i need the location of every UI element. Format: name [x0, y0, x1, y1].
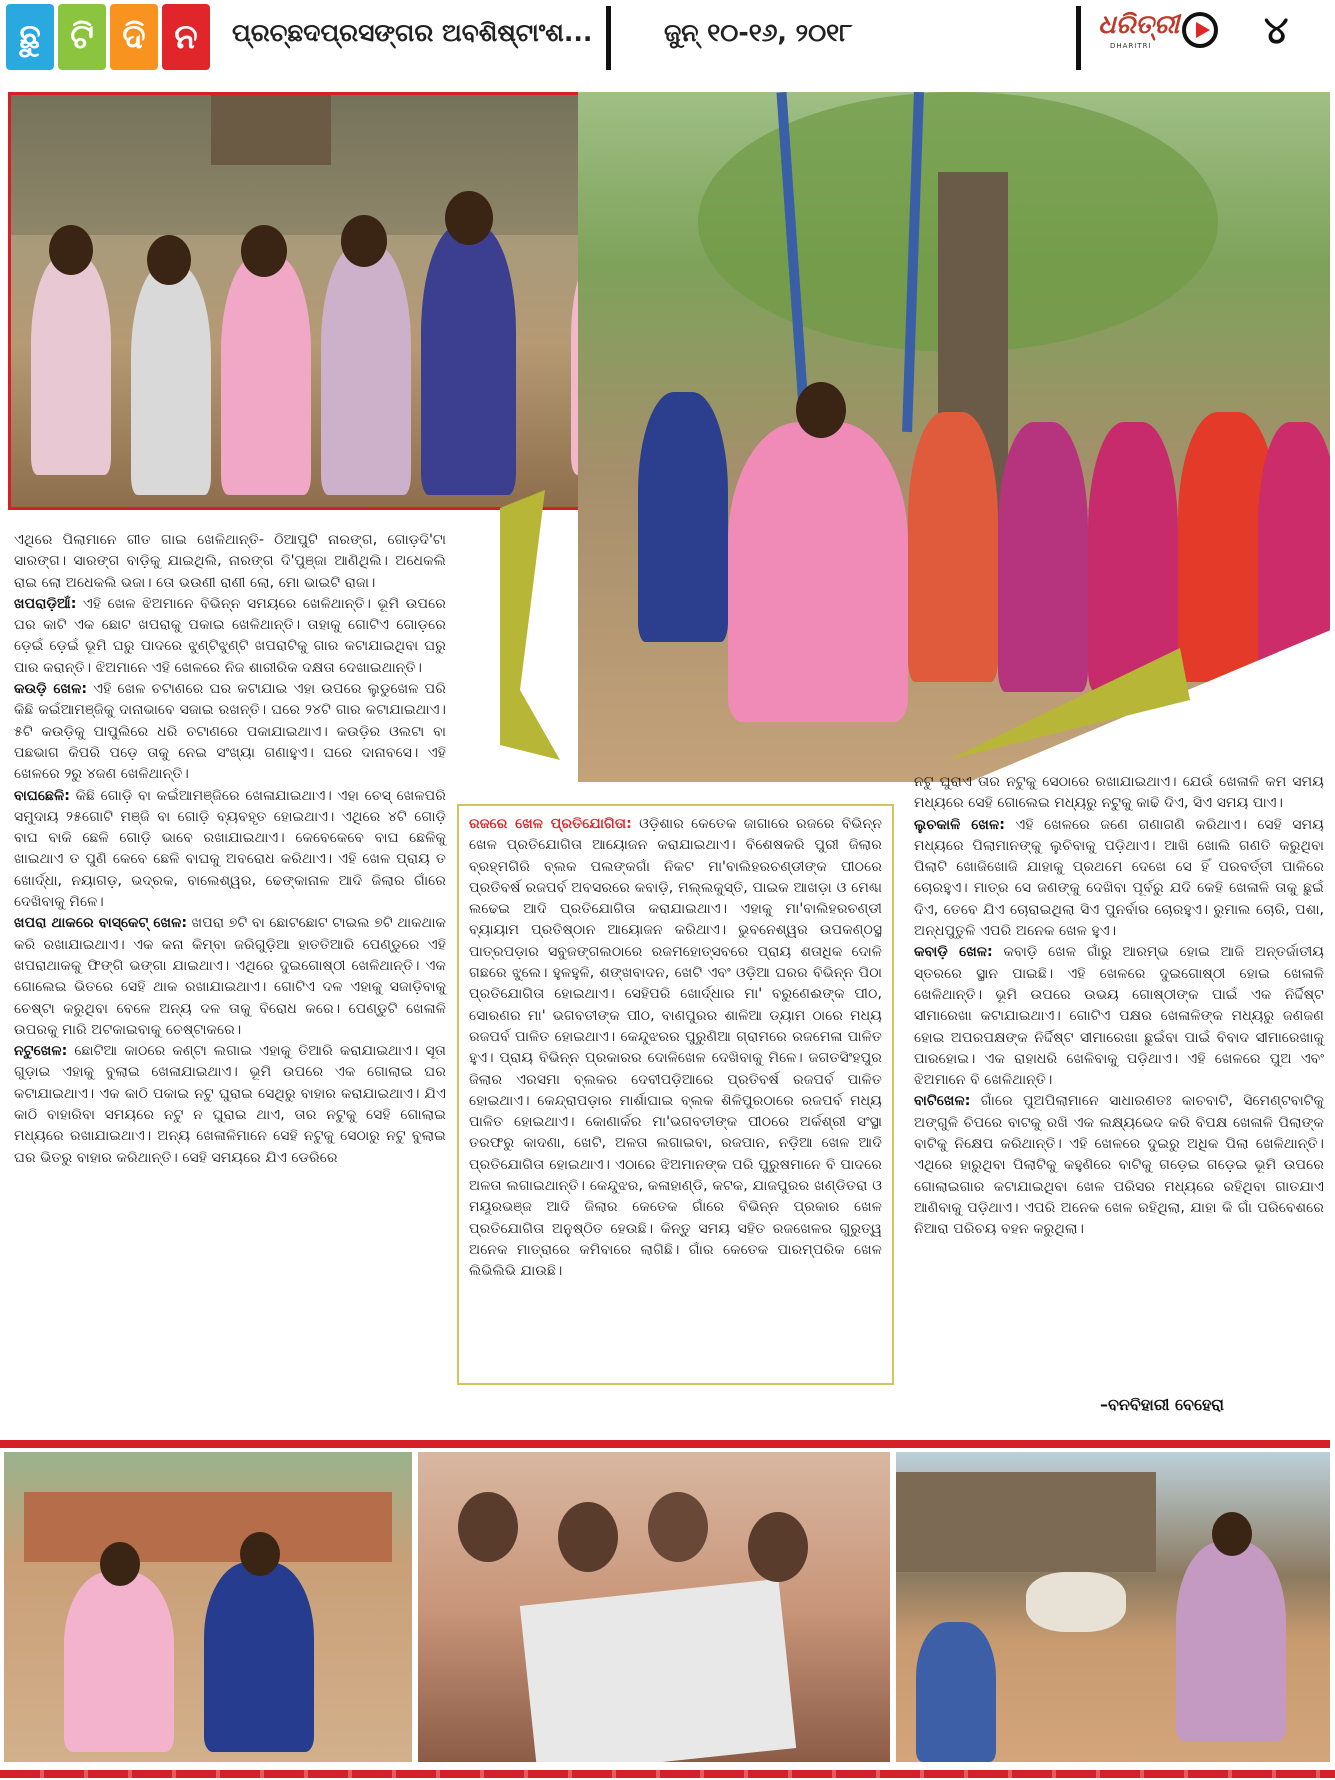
- paragraph-text: ଏହି ଖେଳ ଝିଅମାନେ ବିଭିନ୍ନ ସମୟରେ ଖେଳିଥାନ୍ତି। ଭୂମି ଉପରେ ଘର କାଟି ଏକ ଛୋଟ ଖପରାକୁ ପକାଇ ଖେଳିଥାନ୍ତି। ତାହାକୁ ଗୋଟିଏ ଗୋଡ଼ରେ ଡ଼େଇଁ ଡ଼େଇଁ ଭୂମି ଘରୁ ପାଦରେ ଝୁଣ୍ଟିଝୁଣ୍ଟି ଖପରାଟିକୁ ଗାର କଟାଯାଇଥିବା ଘରୁ ପାର କରାନ୍ତି। ଝିଅମାନେ ଏହି ଖେଳରେ ନିଜ ଶାରୀରିକ ଦକ୍ଷତା ଦେଖାଇଥାନ୍ତି।: [14, 595, 446, 676]
- paragraph-text: କିଛି ଗୋଡ଼ି ବା କଇଁଆମଞ୍ଜିରେ ଖେଳାଯାଇଥାଏ। ଏହା ଚେସ୍ ଖେଳପରି ସମୁଦାୟ ୨୫ଗୋଟି ମଞ୍ଜି ବା ଗୋଡ଼ି ବ୍ୟବହୃତ ହୋଇଥାଏ। ଏଥିରେ ୪ଟି ଗୋଡ଼ି ବାଘ ବାକି ଛେଳି ଗୋଡ଼ି ଭାବେ ରଖାଯାଇଥାଏ। କେବେକେବେ ବାଘ ଛେଳିକୁ ଖାଇଥାଏ ତ ପୁଣି କେବେ ଛେଳି ବାଘକୁ ଅବରୋଧ କରିଥାଏ। ଏହି ଖେଳ ପ୍ରାୟ ତ ଖୋର୍ଦ୍ଧା, ନୟାଗଡ଼, ଭଦ୍ରକ, ବାଲେଶ୍ୱର, ଢେଙ୍କାନାଳ ଆଦି ଜିଲାର ଗାଁରେ ଦେଖିବାକୁ ମିଳେ।: [14, 787, 446, 911]
- article-paragraph: [14, 1041, 446, 1169]
- paragraph-text: ନଟୁ ଘୁରାଏ ତାର ନଟୁକୁ ସେଠାରେ ରଖାଯାଇଥାଏ। ଯେଉଁ ଖେଳାଳି କମ ସମୟ ମଧ୍ୟରେ ସେହି ଗୋଲେଇ ମଧ୍ୟରୁ ନଟୁକୁ କାଢି ଦିଏ, ସିଏ ସମୟ ପାଏ।: [914, 774, 1324, 812]
- article-paragraph: [14, 913, 446, 1041]
- article-paragraph: [914, 815, 1324, 943]
- paragraph-text: ଏହି ଖେଳ ଚଟାଣରେ ଘର କଟାଯାଇ ଏହା ଉପରେ ଲୁଡୁଖେଳ ପରି କିଛି କଇଁଆମଞ୍ଜିକୁ ଦାନାଭାବେ ସଜାଇ ରଖନ୍ତି। ଘରେ ୨୪ଟି ଗାର କଟାଯାଇଥାଏ। ୫ଟି କଉଡ଼ିକୁ ପାପୁଲିରେ ଧରି ଚଟାଣରେ ପକାଯାଇଥାଏ। କଉଡ଼ିର ଓଲଟା ବା ପଛଭାଗ କିପରି ପଡ଼େ ତାକୁ ନେଇ ସଂଖ୍ୟା ଗଣାହୁଏ। ଘରେ ଦାନାବସେ। ଏହି ଖେଳରେ ୨ରୁ ୪ଜଣ ଖେଳିଥାନ୍ତି।: [14, 681, 446, 783]
- logo-letter-4: ନ: [162, 4, 210, 70]
- page-header: [0, 0, 1335, 82]
- section-heading: କବାଡ଼ି ଖେଳ:: [914, 944, 993, 961]
- header-divider: [1076, 6, 1081, 70]
- section-heading: ଖପରାଡ଼ିଆଁ:: [14, 595, 77, 612]
- paragraph-text: ଏଥିରେ ପିଲାମାନେ ଗୀତ ଗାଇ ଖେଳିଥାନ୍ତି- ଠିଆପୁଟି ନାରଙ୍ଗ, ଗୋଡ଼ଦି'ଟା ସାରଙ୍ଗ। ସାରଙ୍ଗ ବାଡ଼ିକୁ ଯାଇଥିଲି, ନାରଙ୍ଗ ଦି'ପୁଞ୍ଜା ଆଣିଥିଲି। ଅଧେକଲି ରାଇ ଲୋ ଅଧେକଲି ଭଜା। ତୋ ଭଉଣୀ ରାଣୀ ଲୋ, ମୋ ଭାଇଟି ରାଜା।: [14, 532, 446, 591]
- paragraph-text: ଗାଁରେ ପୁଅପିଲାମାନେ ସାଧାରଣତଃ କାଚବାଟି, ସିମେଣ୍ଟବାଟିକୁ ଅଙ୍ଗୁଳି ଚିପରେ ବାଟକୁ ରଖି ଏକ ଲକ୍ଷ୍ୟଭେଦ କରି ବିପକ୍ଷ ଖେଳାଳି ପିଲାଙ୍କ ବାଟିକୁ ନିକ୍ଷେପ କରିଥାନ୍ତି। ଏହି ଖେଳରେ ଦୁଇରୁ ଅଧିକ ପିଲା ଖେଳିଥାନ୍ତି। ଏଥିରେ ହାରୁଥିବା ପିଲାଟିକୁ କହୁଣିରେ ବାଟିକୁ ଗଡ଼େଇ ଗଡ଼େଇ ଭୂମି ଉପରେ ଗୋଲାଇଗାର କଟାଯାଇଥିବା ଖେଳ ପରିସର ମଧ୍ୟରେ ରହିଥିବା ଗାତଯାଏ ଆଣିବାକୁ ପଡ଼ିଥାଏ। ଏପରି ଅନେକ ଖେଳ ରହିଥିଲା, ଯାହା କି ଗାଁ ପରିବେଶରେ ନିଆରା ପରିଚୟ ବହନ କରୁଥିଲା।: [914, 1093, 1324, 1238]
- article-paragraph: [14, 786, 446, 914]
- boxed-paragraph: [469, 814, 882, 1283]
- play-icon: [1182, 12, 1218, 48]
- article-paragraph: [914, 1091, 1324, 1240]
- footer-band: [0, 1770, 1335, 1778]
- photo-girls-hopscotch: [4, 1452, 412, 1762]
- brand-name: ଧରିତ୍ରୀ: [1098, 10, 1180, 40]
- logo-letter-2: ଟି: [58, 4, 106, 70]
- author-byline: –ବନବିହାରୀ ବେହେରା: [1100, 1395, 1225, 1414]
- raja-competition-box: [457, 804, 894, 1385]
- section-heading: ବାଟିଖେଳ:: [914, 1093, 971, 1110]
- page-section-title: ପ୍ରଚ୍ଛଦପ୍ରସଙ୍ଗର ଅବଶିଷ୍ଟାଂଶ...: [232, 18, 593, 47]
- paragraph-text: ଛୋଟିଆ କାଠରେ କଣ୍ଟା ଲଗାଇ ଏହାକୁ ତିଆରି କରାଯାଇଥାଏ। ସୂତା ଗୁଡ଼ାଇ ଏହାକୁ ବୁଲାଇ ଖେଳାଯାଇଥାଏ। ଭୂମି ଉପରେ ଏକ ଗୋଲାଇ ଘର କଟାଯାଇଥାଏ। ଏକ କାଠି ପକାଇ ନଟୁ ଘୁରାଇ ସେଥିରୁ ବାହାର କରାଯାଇଥାଏ। ଯିଏ କାଠି ବାହାରିବା ସମୟରେ ନଟୁ ନ ଘୁରାଇ ଥାଏ, ତାର ନଟୁକୁ ସେହି ଗୋଲାଇ ମଧ୍ୟରେ ରଖାଯାଇଥାଏ। ଅନ୍ୟ ଖେଳାଳିମାନେ ସେହି ନଟୁକୁ ସେଠାରୁ ନଟୁ ବୁଲାଇ ଘର ଭିତରୁ ବାହାର କରିଥାନ୍ତି। ସେହି ସମୟରେ ଯିଏ ଡେରିରେ: [14, 1043, 446, 1166]
- boxed-text: ଓଡ଼ିଶାର କେତେକ ଜାଗାରେ ରଜରେ ବିଭିନ୍ନ ଖେଳ ପ୍ରତିଯୋଗିତା ଆୟୋଜନ କରାଯାଇଥାଏ। ବିଶେଷକରି ପୁରୀ ଜିଲାର ବ୍ରହ୍ମଗିରି ବ୍ଲକ ପଲଙ୍କଗାଁ ନିକଟ ମା'ବାଲିହରଚଣ୍ଡୀଙ୍କ ପୀଠରେ ପ୍ରତିବର୍ଷ ରଜପର୍ବ ଅବସରରେ କବାଡ଼ି, ମଲ୍ଲକୁସ୍ତି, ପାଇକ ଆଖଡ଼ା ଓ ମେଣ୍ଢା ଲଢେଇ ଆଦି ପ୍ରତିଯୋଗିତା କରାଯାଇଥାଏ। ଏହାକୁ ମା'ବାଲିହରଚଣ୍ଡୀ ବ୍ୟାୟାମ ପ୍ରତିଷ୍ଠାନ ଆୟୋଜନ କରିଥାଏ। ଭୁବନେଶ୍ୱର ଉପକଣ୍ଠସ୍ଥ ପାତ୍ରପଡ଼ାର ସବୁଜଙ୍ଗଲଠାରେ ରଜମହୋତ୍ସବରେ ପ୍ରାୟ ଶତାଧିକ ଦୋଳି ଗଛରେ ଝୁଲେ। ହୁଳହୁଳି, ଶଙ୍ଖବାଦନ, ଖେଟି ଏବଂ ଓଡ଼ିଆ ଘରର ବିଭିନ୍ନ ପିଠା ପ୍ରତିଯୋଗିତା ହୋଇଥାଏ। ସେହିପରି ଖୋର୍ଦ୍ଧାର ମା' ବରୁଣେଈଙ୍କ ପୀଠ, ସୋରଣର ମା' ଭଗବତୀଙ୍କ ପୀଠ, ବାଣପୁରର ଶାଳିଆ ଡ୍ୟାମ ଠାରେ ମଧ୍ୟ ରଜପର୍ବ ପାଳିତ ହୋଇଥାଏ। କେନ୍ଦୁଝରର ପୁରୁଣିଆ ଗ୍ରାମରେ ରଜମେଳା ପାଳିତ ହୁଏ। ପ୍ରାୟ ବିଭିନ୍ନ ପ୍ରକାରର ଦୋଳିଖେଳ ଦେଖିବାକୁ ମିଳେ। ଜଗତସିଂହପୁର ଜିଲାର ଏରସମା ବ୍ଲକର ଦେବୀପଡ଼ିଆରେ ପ୍ରତିବର୍ଷ ରଜପର୍ବ ପାଳିତ ହୋଇଥାଏ। କେନ୍ଦ୍ରାପଡ଼ାର ମାର୍ଶାଘାଇ ବ୍ଲକ ଶିଳିପୁରଠାରେ ରଜପର୍ବ ମଧ୍ୟ ପାଳିତ ହୋଇଥାଏ। କୋଣାର୍କର ମା'ଭଗବତୀଙ୍କ ପୀଠରେ ଅର୍କଶ୍ରୀ ସଂସ୍ଥା ତରଫରୁ କାଦଣା, ଖେଟି, ଅଳତା ଲଗାଇବା, ରଜପାନ, ନଡ଼ିଆ ଖେଳ ଆଦି ପ୍ରତିଯୋଗିତା ହୋଇଥାଏ। ଏଠାରେ ଝିଅମାନଙ୍କ ପରି ପୁରୁଷମାନେ ବି ପାଦରେ ଅଳତା ଲଗାଇଥାନ୍ତି। କେନ୍ଦୁଝର, କଳାହାଣ୍ଡି, କଟକ, ଯାଜପୁରର ଖଣ୍ଡିତରା ଓ ମୟୂରଭଞ୍ଜ ଆଦି ଜିଲାର କେତେକ ଗାଁରେ ବିଭିନ୍ନ ପ୍ରକାର ଖେଳ ପ୍ରତିଯୋଗିତା ଅନୁଷ୍ଠିତ ହେଉଛି। କିନ୍ତୁ ସମୟ ସହିତ ରଜଖେଳର ଗୁରୁତ୍ୱ ଅନେକ ମାତ୍ରାରେ କମିବାରେ ଲାଗିଛି। ଗାଁର କେତେକ ପାରମ୍ପରିକ ଖେଳ ଲିଭିଲିଭି ଯାଉଛି।: [469, 816, 883, 1280]
- dharitri-logo: [1098, 8, 1178, 56]
- article-paragraph: [14, 594, 446, 679]
- section-heading: କଉଡ଼ି ଖେଳ:: [14, 681, 88, 698]
- photo-boy-gilli-danda: [896, 1452, 1330, 1762]
- section-heading: ବାଘଛେଳି:: [14, 787, 70, 804]
- header-divider: [606, 6, 611, 70]
- logo-letter-1: ଛୁ: [6, 4, 54, 70]
- paragraph-text: ଖପରା ୭ଟି ବା ଛୋଟଛୋଟ ଟାଇଲ ୭ଟି ଥାକଥାକ କରି ରଖାଯାଇଥାଏ। ଏକ କନା କିମ୍ବା ଜରିଗୁଡ଼ିଆ ହାତତିଆରି ପେଣ୍ଡୁରେ ଏହି ଖପରାଥାକକୁ ଫିଙ୍ଗି ଭଙ୍ଗା ଯାଇଥାଏ। ଏଥିରେ ଦୁଇଗୋଷ୍ଠୀ ଖେଳିଥାନ୍ତି। ଏକ ଗୋଲେଇ ଭିତରେ ସେହି ଥାକ ରଖାଯାଇଥାଏ। ଗୋଟିଏ ଦଳ ଏହାକୁ ସଜାଡ଼ିବାକୁ ଚେଷ୍ଟା କରୁଥିବା ବେଳେ ଅନ୍ୟ ଦଳ ତାକୁ ବିରୋଧ କରେ। ପେଣ୍ଡୁଟି ଖେଳାଳି ଉପରକୁ ମାରି ଅଟକାଇବାକୁ ଚେଷ୍ଟାକରେ।: [14, 915, 446, 1038]
- article-paragraph: [914, 942, 1324, 1091]
- article-paragraph: [14, 679, 446, 785]
- brand-subtitle: DHARITRI: [1110, 42, 1152, 50]
- section-heading: ଲୁଚକାଳି ଖେଳ:: [914, 816, 1005, 833]
- logo-letter-3: ଦି: [110, 4, 158, 70]
- photo-swing-raja: [578, 92, 1330, 782]
- section-heading: ନଟୁଖେଳ:: [14, 1043, 68, 1060]
- boxed-heading: ରଜରେ ଖେଳ ପ୍ରତିଯୋଗିତା:: [469, 816, 632, 832]
- photo-elders-board-game: [418, 1452, 890, 1762]
- issue-date: ଜୁନ୍ ୧୦-୧୬, ୨୦୧୮: [664, 18, 853, 47]
- paragraph-text: କବାଡ଼ି ଖେଳ ଗାଁରୁ ଆରମ୍ଭ ହୋଇ ଆଜି ଅନ୍ତର୍ଜାତୀୟ ସ୍ତରରେ ସ୍ଥାନ ପାଇଛି। ଏହି ଖେଳରେ ଦୁଇଗୋଷ୍ଠୀ ହୋଇ ଖେଳାଳି ଖେଳିଥାନ୍ତି। ଭୂମି ଉପରେ ଉଭୟ ଗୋଷ୍ଠୀଙ୍କ ପାଇଁ ଏକ ନିର୍ଦ୍ଦିଷ୍ଟ ସୀମାରେଖା କଟାଯାଇଥାଏ। ଗୋଟିଏ ପକ୍ଷର ଖେଳାଳିଙ୍କ ମଧ୍ୟରୁ ଜଣଜଣ ହୋଇ ଅପରପକ୍ଷଙ୍କ ନିର୍ଦ୍ଦିଷ୍ଟ ସୀମାରେଖା ଛୁଇଁବା ପାଇଁ ବିବାଦ ସୀମାରେଖାକୁ ପାରହୋଇ। ଏକ ରାହାଧରି ଖେଳିବାକୁ ପଡ଼ିଥାଏ। ଏହି ଖେଳରେ ପୁଅ ଏବଂ ଝିଅମାନେ ବି ଖେଳିଥାନ୍ତି।: [914, 944, 1324, 1089]
- article-paragraph: [914, 772, 1324, 815]
- page-number: ୪: [1264, 8, 1289, 52]
- paragraph-text: ଏହି ଖେଳରେ ଜଣେ ଗଣାଗଣି କରିଥାଏ। ସେହି ସମୟ ମଧ୍ୟରେ ପିଲାମାନଙ୍କୁ ଲୁଚିବାକୁ ପଡ଼ିଥାଏ। ଆଖି ଖୋଲି ଗଣତି କରୁଥିବା ପିଲାଟି ଖୋଜିଖୋଜି ଯାହାକୁ ପ୍ରଥମେ ଦେଖେ ସେ ହିଁ ପରବର୍ତ୍ତୀ ପାଳିରେ ଚୋରହୁଏ। ମାତ୍ର ସେ ଜଣଙ୍କୁ ଦେଖିବା ପୂର୍ବରୁ ଯଦି କେହି ଖେଳାଳି ତାକୁ ଛୁଇଁ ଦିଏ, ତେବେ ଯିଏ ଚୋରାଇଥିଲା ସିଏ ପୁନର୍ବାର ଚୋରହୁଏ। ରୁମାଲ ଚୋରି, ପଶା, ଅନ୍ଧପୁତୁଳି ଏପରି ଅନେକ ଖେଳ ହୁଏ।: [914, 816, 1324, 940]
- section-heading: ଖପରା ଥାକରେ ବାସ୍କେଟ୍ ଖେଳ:: [14, 915, 188, 932]
- article-paragraph: [14, 530, 446, 594]
- article-column-left: [14, 530, 446, 1430]
- photo-girls-playing: [8, 92, 652, 510]
- article-column-right: [914, 772, 1324, 1392]
